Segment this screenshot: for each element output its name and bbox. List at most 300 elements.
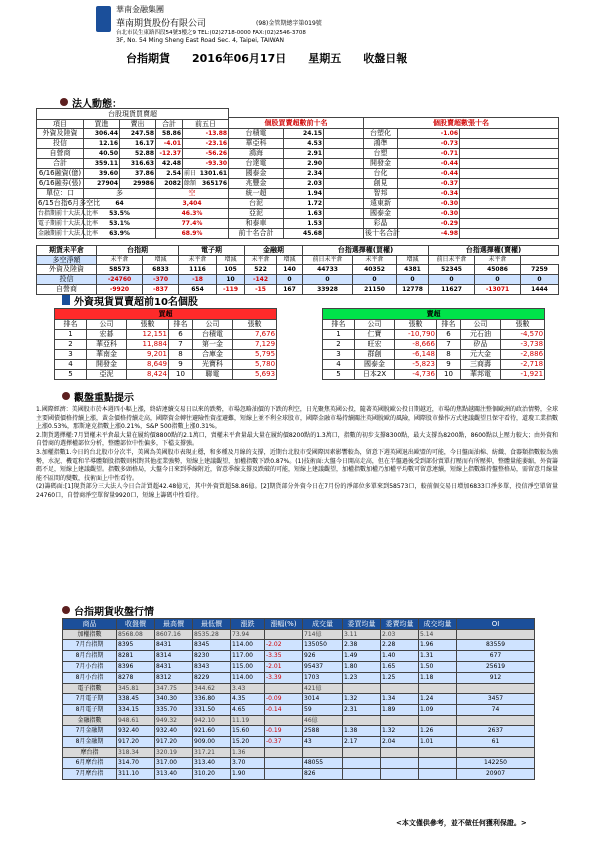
table-row [323,370,545,380]
oi-subhead: 未平倉 [245,256,277,265]
cell: 33928 [303,285,353,295]
cell: 926 [303,651,343,662]
cell: 314.70 [117,758,155,769]
cell: 3.11 [343,630,381,640]
table-caption: 台股現貨買賣超 [37,109,229,120]
spacer-cell [324,129,364,139]
table-row [229,199,559,209]
sell-top10-table [322,308,545,380]
col-header: 項目 [37,120,84,129]
cell: 21150 [353,285,397,295]
spacer-cell [460,209,559,219]
cell: 932.40 [117,726,155,737]
row-label: 自營商 [37,149,84,159]
col-header: OI [457,619,535,630]
table-row [63,758,535,769]
buy-stock-value: 2.91 [284,149,324,159]
cell: 46.3% [156,209,229,219]
cell: -4.01 [156,139,183,149]
buy-stock-name: 鴻海 [229,149,284,159]
cell: 932.40 [155,726,193,737]
sell-stock-value: -0.34 [398,189,460,199]
sell-stock-name: 智邦 [364,189,398,199]
cell: 117.00 [231,651,265,662]
oi-subhead: 多空淨額 [37,256,97,265]
sell-stock-name: 台化 [364,169,398,179]
oi-subhead: 增減 [217,256,245,265]
cell [457,684,535,694]
table-row [63,694,535,705]
row-label: 電子期前十大法人比率 [38,219,99,227]
table-row [63,640,535,651]
cell: 8229 [193,673,231,684]
product-name: 7月金融期 [63,726,117,737]
cell: 3.43 [231,684,265,694]
row-label: 台指期前十大法人比率 [38,209,99,217]
oi-subhead: 前日未平倉 [303,256,353,265]
page-title: 台指期貨 2016年06月17日 星期五 收盤日報 [126,52,408,65]
table-row [323,360,545,370]
sell-stock-name: 遠東新 [364,199,398,209]
col-header: 買進 [84,120,120,129]
cell: 167 [277,285,303,295]
cell [343,748,381,758]
unit-label: 單位：口 [37,189,84,199]
cell: 142250 [457,758,535,769]
cell: 3457 [457,694,535,705]
sell-stock-value: -0.37 [398,179,460,189]
buy-stock-value: 2.34 [284,169,324,179]
cell: 7 [437,340,461,350]
col-header: 成交量 [303,619,343,630]
cell: 6 [169,330,193,340]
cell [457,716,535,726]
cell: 46億 [303,716,343,726]
col-header: 收盤價 [117,619,155,630]
cell: 1.32 [343,694,381,705]
cell: 336.80 [193,694,231,705]
address-cn: 台北市民生東路四段54號3樓之9 TEL:(02)2718-0000 FAX:(02)2546-3708 [116,30,306,36]
cell: 9,201 [127,350,169,360]
col-header: 最低價 [193,619,231,630]
cell: 0 [277,275,303,285]
cell: 1.89 [381,705,419,716]
cell: -0.14 [265,705,303,716]
sell-stock-value: -0.30 [398,209,460,219]
cell: 7,676 [233,330,277,340]
table-row [229,189,559,199]
table-row [229,179,559,189]
cell: 1.26 [419,726,457,737]
col-header: 前五日 [183,120,229,129]
table-row [63,748,535,758]
cell: -6,148 [395,350,437,360]
col-header: 排名 [55,320,87,330]
buysell-rows [229,129,559,239]
note-paragraph: (2)籌碼面:[1]現貨部分三大法人今日合計買超42.48億元，其中外資買超58.86億。[2]期貨部分外資今日在7月份的淨部位多單來到58573口，較前個交易日增加6833口淨多單，投信淨空單留量24760口，自營商淨空單留量9920口，短線上籌碼中性看待。 [36,483,558,499]
cell: -3.39 [265,673,303,684]
col-header: 成交均量 [419,619,457,630]
cell: 677 [457,651,535,662]
disclaimer: <本文僅供參考，並不做任何獲利保證。> [396,819,527,827]
cell: -370 [143,275,179,285]
table-row [229,149,559,159]
sell-stock-name: 創見 [364,179,398,189]
cell: 0 [475,275,521,285]
cell: 2.17 [343,737,381,748]
spacer-cell [324,159,364,169]
cell-value: 365176 [201,179,228,187]
cell [265,684,303,694]
long-label: 多 [84,189,156,199]
col-header: 委賣均量 [381,619,419,630]
cell: 5,795 [233,350,277,360]
cell [303,748,343,758]
cell: 1.90 [231,769,265,780]
cell: 12,151 [127,330,169,340]
cell [343,716,381,726]
sell-title: 賣超 [323,309,545,320]
product-name: 7月電子期 [63,694,117,705]
cell: 74 [457,705,535,716]
cell: 1.40 [381,651,419,662]
company-name: 三商壽 [461,360,501,370]
cell: 654 [179,285,217,295]
cell: 912 [457,673,535,684]
cell: 1.96 [419,640,457,651]
col-header: 公司 [461,320,501,330]
spacer-cell [324,229,364,239]
company-name: 仁寶 [355,330,395,340]
col-header: 商品 [63,619,117,630]
cell: 1.34 [381,694,419,705]
col-header: 公司 [355,320,395,330]
company-name: 元大金 [461,350,501,360]
cell: 1.32 [381,726,419,737]
cell: 10 [169,370,193,380]
sell-stock-value: -0.44 [398,169,460,179]
cell: -13071 [475,285,521,295]
cell: 1.80 [343,662,381,673]
cell: 2.03 [381,630,419,640]
cell: 4381 [397,265,429,275]
cell: 5,780 [233,360,277,370]
cell: -2.02 [265,640,303,651]
cell: 8314 [155,651,193,662]
header [96,4,566,82]
table-row [63,662,535,673]
spacer-cell [460,129,559,139]
cell: 421億 [303,684,343,694]
product-name: 電子指數 [63,684,117,694]
company-name: 矽品 [461,340,501,350]
bullet-icon [60,98,68,106]
cell: 11,884 [127,340,169,350]
cell: 6833 [143,265,179,275]
sell-stock-name: 開發金 [364,159,398,169]
cell: 5.14 [419,630,457,640]
cell: 9 [169,360,193,370]
col-header: 排名 [169,320,193,330]
cell: 0 [353,275,397,285]
cell: 8343 [193,662,231,673]
cell: 942.10 [193,716,231,726]
cell: 8,649 [127,360,169,370]
cell: 0 [429,275,475,285]
col-header: 最高價 [155,619,193,630]
cell: 522 [245,265,277,275]
cell: 4 [323,360,355,370]
cell: 8396 [117,662,155,673]
note-paragraph: 1.國際經濟：美國股市於本週四小幅上漲，終結連續交易日以來的跌勢，市場忽略油價的下跌的利空，日光聚焦英國公投，隨著英國脫歐公投日期越近，市場的焦點越關注整個歐洲的政治情勢，全球主要國債價格持續上漲，黃金價格持續走高，國際資金轉往避險性資產避難，短線上並不利全球股市，國際金融市場持續關注英國脫歐的風險，國際股市操作方式建議觀望且保守看待，道瓊工業指數上漲0.53%，那斯達克指數上漲0.21%，S&P 500指數上漲0.31%。 [36,406,559,431]
cell [381,758,419,769]
product-name: 摩台指 [63,748,117,758]
col-header: 排名 [323,320,355,330]
cell: 826 [303,769,343,780]
cell: 3 [55,350,87,360]
table-row [55,360,277,370]
group-name: 華南金融集團 [116,5,164,14]
spacer-cell [460,159,559,169]
cell: 917.20 [155,737,193,748]
row-label: 投信 [37,275,97,285]
cell: 2 [55,340,87,350]
table-row [37,265,559,275]
company-name: 群創 [355,350,395,360]
cell: -13.88 [183,129,229,139]
cell: -15 [245,285,277,295]
cell: 83559 [457,640,535,651]
spacer-cell [460,169,559,179]
table-row [229,169,559,179]
buy-stock-value: 1.53 [284,219,324,229]
cell [343,758,381,769]
cell: 53.1% [84,219,156,229]
sell-stock-value: -0.71 [398,149,460,159]
cell: 4.65 [231,705,265,716]
oi-group-row [37,246,559,256]
oi-subhead: 前日未平倉 [429,256,475,265]
company-name: 國泰金 [355,360,395,370]
sell-foot-label: 後十名合計 [365,229,400,237]
cell: 1 [323,330,355,340]
cell: 306.44 [84,129,120,139]
short-label: 空 [156,189,229,199]
cell: -837 [143,285,179,295]
cell: 4.35 [231,694,265,705]
buy-foot-value: 45.68 [284,229,324,239]
sell-stock-value: -1.06 [398,129,460,139]
cell: 921.60 [193,726,231,737]
stock-buysell-table [228,117,559,239]
cell: -10,790 [395,330,437,340]
table-row [63,726,535,737]
quote-table [62,618,535,780]
cell: 37.86 [120,169,156,179]
company-name: 旺宏 [355,340,395,350]
cell: -5,823 [395,360,437,370]
row-label: 6/15台指6月多空比 [38,199,101,207]
cell: 10 [437,370,461,380]
cell: -3.35 [265,651,303,662]
cell: 247.58 [120,129,156,139]
row-label: 6/16融券(張) [37,179,84,189]
product-name: 加權指數 [63,630,117,640]
cell [381,769,419,780]
cell: 11627 [429,285,475,295]
cell: 909.00 [193,737,231,748]
cell: 16.17 [120,139,156,149]
cell [419,684,457,694]
cell: -2.01 [265,662,303,673]
spacer-cell [324,199,364,209]
cell: 317.00 [155,758,193,769]
cell: 1.01 [419,737,457,748]
cell: 1 [55,330,87,340]
cell: 949.32 [155,716,193,726]
oi-group: 台指選擇權(賣權) [429,246,559,256]
cell: 45086 [475,265,521,275]
oi-rows [37,265,559,295]
cell [381,748,419,758]
table-row [229,209,559,219]
cell: 2.31 [343,705,381,716]
cell: -56.26 [183,149,229,159]
table-row [63,769,535,780]
col-header: 張數 [127,320,169,330]
company-name: 華南金 [87,350,127,360]
quote-rows [63,630,535,780]
note-paragraph: 3.加權指數1.今日的台北股市分次半，美國為美國股市表現止穩，和多種及月線的支撐，近期台北股市受國際因素影響較為，留意下週英國退出歐盟的可能，今日盤面油棉、紡織、食器類指數較為強勢，水泥、機電和半導體類股指數則相對其他產業強勢，短線上建議觀望，加權指數下跌0.87%。(1)技術面:大盤今日開高走高，但在半盤過後受到部份賣單打壓而有所壓抑，整體量能萎縮，外資籌碼不足，短線上建議觀望。指數多頭格局，大盤今日來到季線附近，留意季線支撐及跌破的可能，短線上建議觀望，加權指數加權乃加權平均數可留意連續，短線上指數維持盤整格局，需留意月線量能不區間的變數，技術面上中性看待。 [36,448,559,482]
table-row [55,370,277,380]
cell: 39.60 [84,169,120,179]
bullet-icon [62,606,70,614]
col-header: 賣出 [120,120,156,129]
open-interest-table [36,245,559,295]
oi-subhead: 增減 [277,256,303,265]
cell: 114.00 [231,640,265,651]
cell: 8345 [193,640,231,651]
row-label: 外資及陸資 [37,265,97,275]
spacer-cell [324,179,364,189]
buy-stock-name: 華亞科 [229,139,284,149]
cell: 115.00 [231,662,265,673]
spacer-cell [324,209,364,219]
sell-stock-value: -0.30 [398,199,460,209]
cell-label: 餘額 [184,179,197,187]
cell: 320.19 [155,748,193,758]
table-row [55,330,277,340]
cell: 347.75 [155,684,193,694]
cell [265,769,303,780]
product-name: 8月電子期 [63,705,117,716]
cell: 3014 [303,694,343,705]
row-label: 金融期前十大法人比率 [38,229,99,237]
cell [419,748,457,758]
cell: 338.45 [117,694,155,705]
spacer-cell [324,149,364,159]
cell: 1.23 [343,673,381,684]
section-notes [62,390,134,402]
cell: 10 [217,275,245,285]
cell: 3.70 [231,758,265,769]
cell: 1.49 [343,651,381,662]
table-row [229,129,559,139]
cell: 52.88 [120,149,156,159]
cell: -142 [245,275,277,285]
table-row [63,673,535,684]
buy-title: 買超 [55,309,277,320]
bullet-icon [62,392,70,400]
cell: 12.16 [84,139,120,149]
cell: 2082 [156,179,183,189]
cell: 1116 [179,265,217,275]
cell [381,716,419,726]
cell: 1.18 [419,673,457,684]
table-row [63,716,535,726]
col-header: 張數 [501,320,545,330]
company-name: 華亞科 [87,340,127,350]
buy-stock-name: 台達電 [229,159,284,169]
spacer-cell [460,229,559,239]
cell: 12778 [397,285,429,295]
cell [265,748,303,758]
oi-subhead: 未平倉 [179,256,217,265]
cell: -3,738 [501,340,545,350]
cell: 8,424 [127,370,169,380]
cell: 63.9% [84,229,156,239]
cell: 105 [217,265,245,275]
cell: 317.21 [193,748,231,758]
col-header: 漲幅(%) [265,619,303,630]
buy-top10-table [54,308,277,380]
buy-stock-value: 1.72 [284,199,324,209]
buy-stock-value: 24.15 [284,129,324,139]
cell: 0 [303,275,353,285]
cell: 3 [323,350,355,360]
company-name: 光寶科 [193,360,233,370]
company-name: 合庫金 [193,350,233,360]
company-name: 第一金 [193,340,233,350]
cell: 1703 [303,673,343,684]
table-row [37,275,559,285]
cell [343,769,381,780]
spacer-cell [324,169,364,179]
cell: 1.65 [381,662,419,673]
cell: -8,666 [395,340,437,350]
cell: 948.61 [117,716,155,726]
cell [419,758,457,769]
cell: 61 [457,737,535,748]
oi-group: 台指選擇權(買權) [303,246,429,256]
top-sell-title: 個股賣超數張十名 [364,118,559,129]
table-row [229,159,559,169]
cell: 59 [303,705,343,716]
buy-stock-name: 台泥 [229,199,284,209]
col-header: 公司 [87,320,127,330]
cell: 7259 [521,265,559,275]
oi-subhead: 未平倉 [475,256,521,265]
cell: 114.00 [231,673,265,684]
spacer-cell [460,189,559,199]
cell: 8278 [117,673,155,684]
cell: 2.38 [343,640,381,651]
note-paragraph: 2.期貨選擇權:7月買權未平倉最大量在履約價8800點的2.1萬口，賣權未平倉量最大量在履約價8200點的1.3萬口，指數的初步支撐8300點，最大支撐為8200點，8600點以上壓力較大；由外資和自營商的選擇權部位分析，整體部位中性偏多，下檔支撐強。 [36,431,558,448]
col-header: 公司 [193,320,233,330]
institutional-table [36,108,229,239]
cell: 2588 [303,726,343,737]
notes-block [36,406,558,501]
